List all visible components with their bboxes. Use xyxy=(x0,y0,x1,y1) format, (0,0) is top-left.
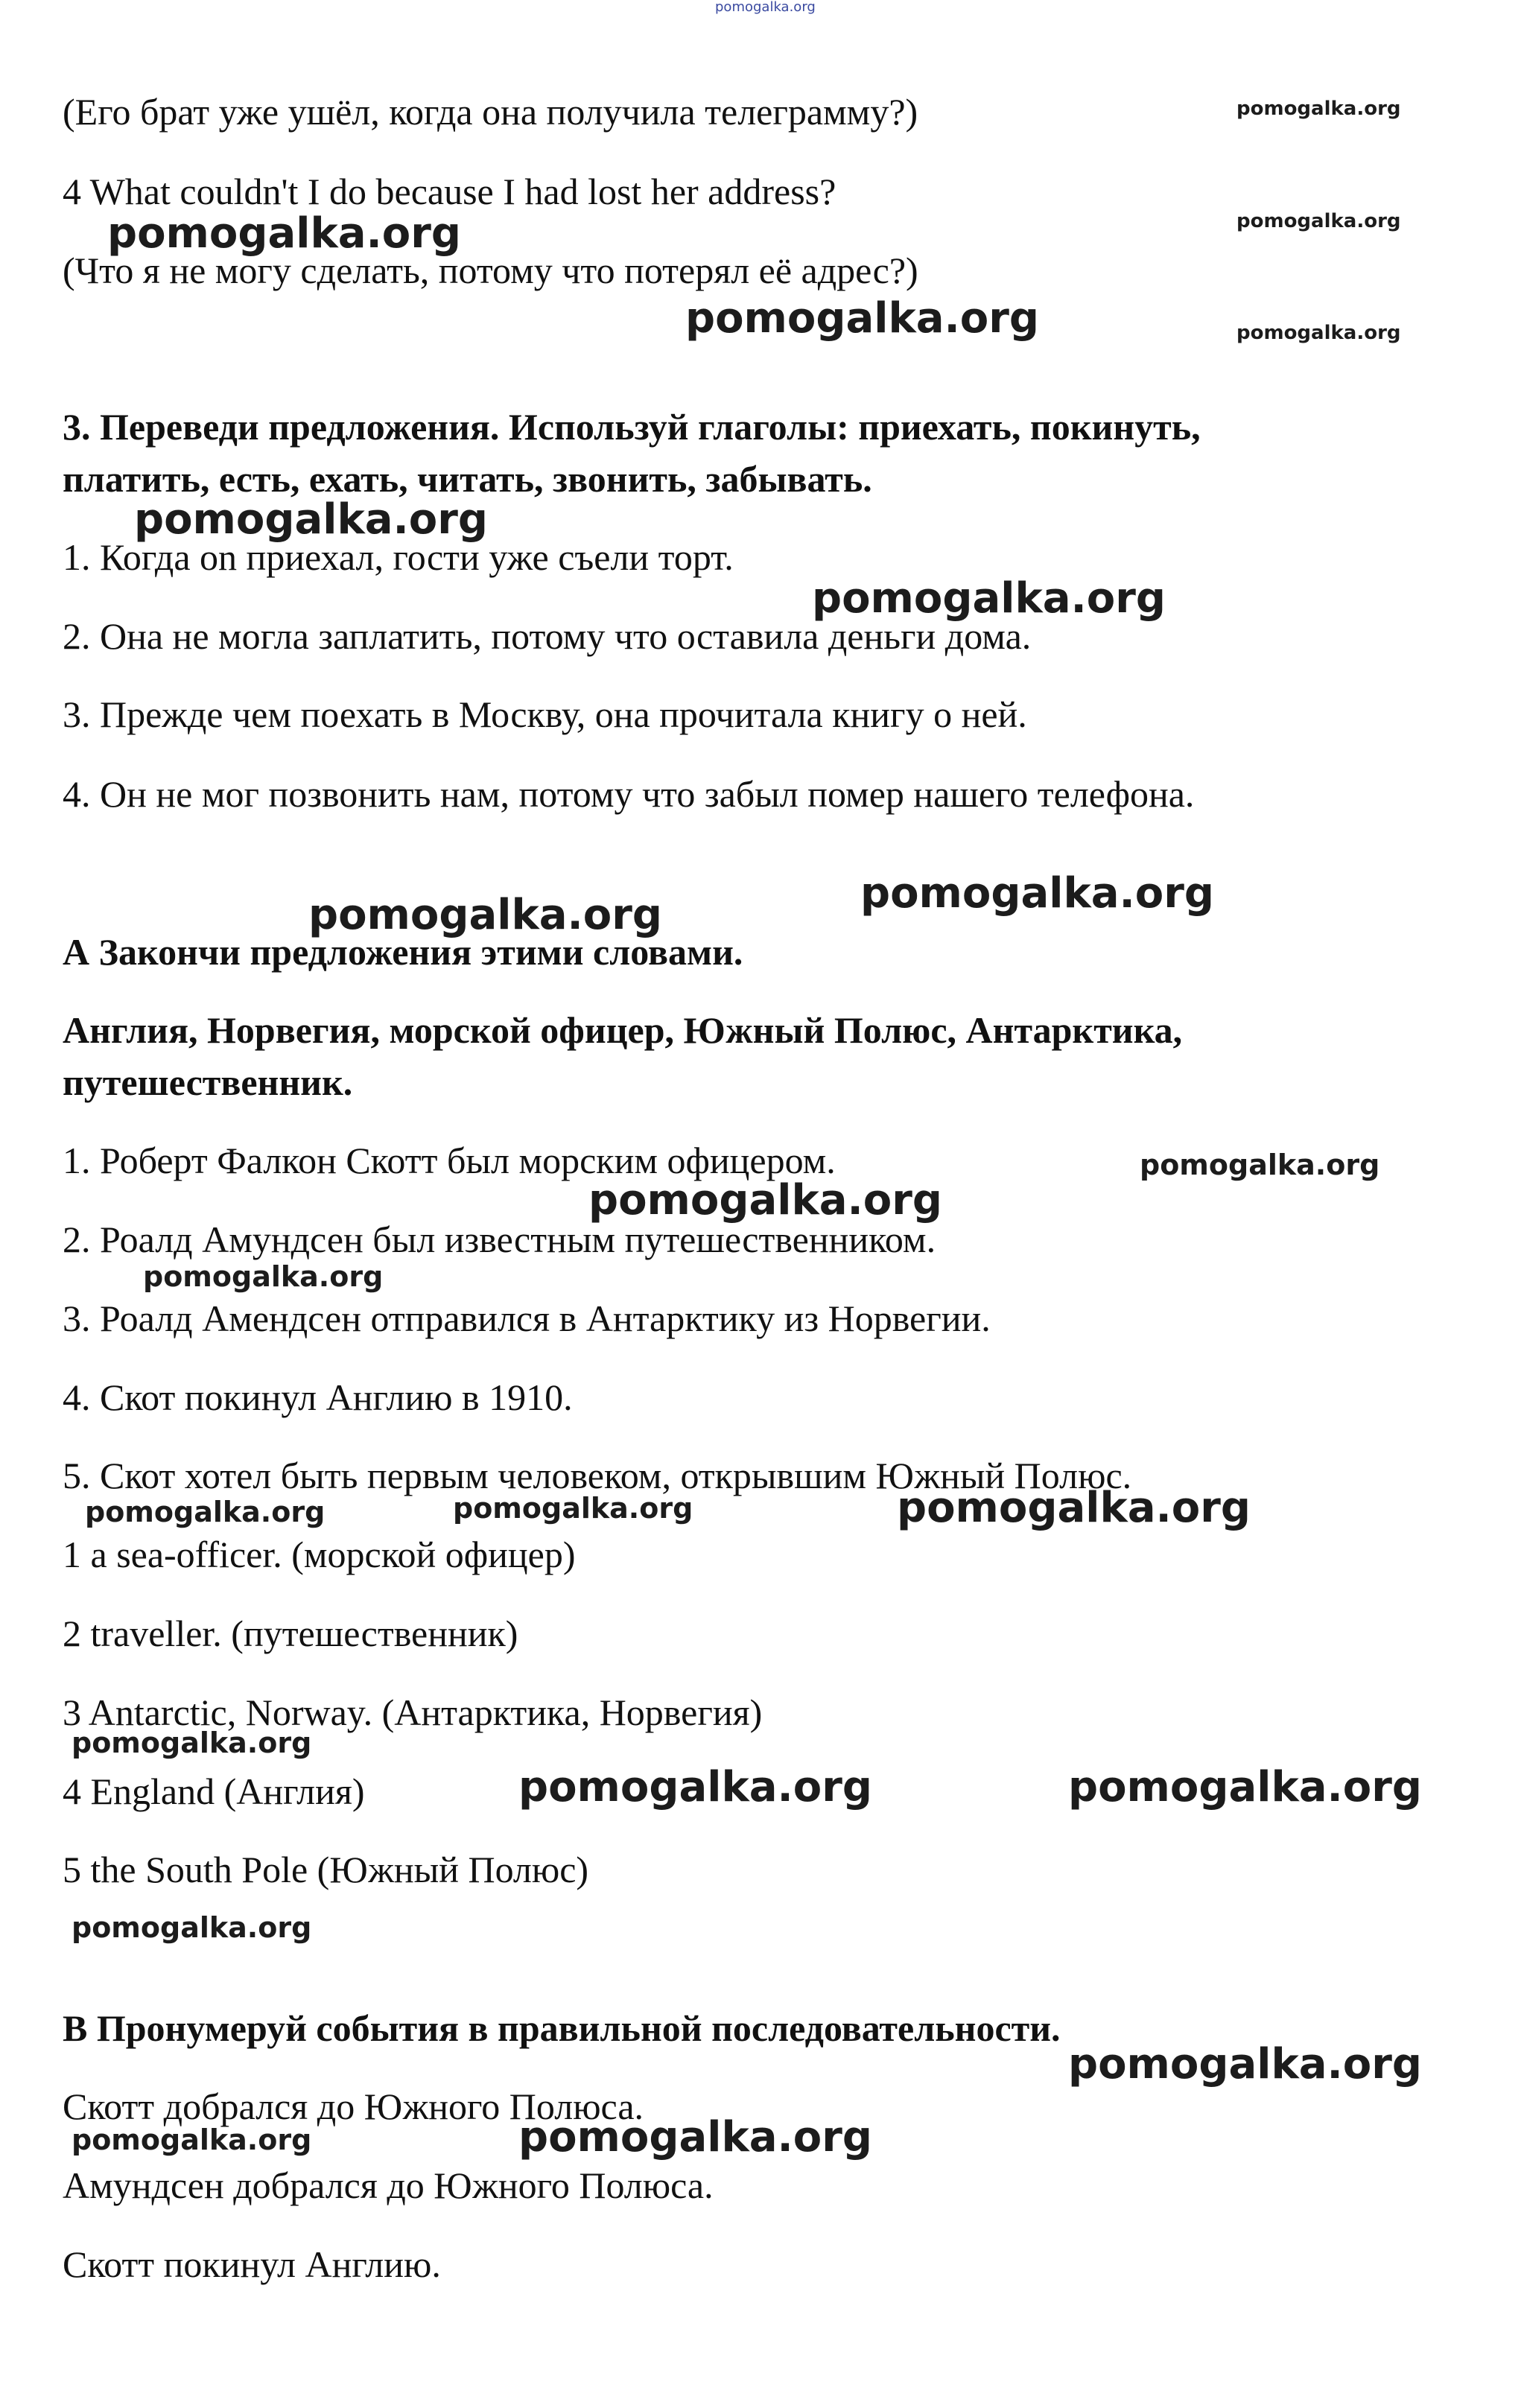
task3-item: 2. Она не могла заплатить, потому что оставила деньги дома. xyxy=(63,615,1032,657)
taskA-answer: 4 England (Англия) xyxy=(63,1770,365,1812)
watermark: pomogalka.org xyxy=(1140,1149,1380,1181)
watermark: pomogalka.org xyxy=(812,574,1166,623)
watermark: pomogalka.org xyxy=(1068,1763,1422,1811)
taskA-answer: 2 traveller. (путешественник) xyxy=(63,1613,518,1654)
text-line: 4 What couldn't I do because I had lost her address? xyxy=(63,171,836,212)
watermark: pomogalka.org xyxy=(518,1763,872,1811)
taskA-words-cont: путешественник. xyxy=(63,1061,353,1103)
taskB-event: Амундсен добрался до Южного Полюса. xyxy=(63,2164,714,2206)
text-line: (Что я не могу сделать, потому что потерял её адрес?) xyxy=(63,250,918,291)
watermark: pomogalka.org xyxy=(1068,2040,1422,2088)
taskB-heading: В Пронумеруй события в правильной последовательности. xyxy=(63,2007,1061,2049)
watermark: pomogalka.org xyxy=(518,2113,872,2161)
taskA-item: 5. Скот хотел быть первым человеком, открывшим Южный Полюс. xyxy=(63,1455,1132,1496)
taskA-item: 4. Скот покинул Англию в 1910. xyxy=(63,1376,573,1418)
task3-item: 3. Прежде чем поехать в Москву, она прочитала книгу о ней. xyxy=(63,693,1027,735)
watermark: pomogalka.org xyxy=(860,869,1214,918)
watermark: pomogalka.org xyxy=(1236,322,1401,344)
watermark: pomogalka.org xyxy=(1236,210,1401,232)
taskA-heading: А Закончи предложения этими словами. xyxy=(63,931,743,973)
text-line: (Его брат уже ушёл, когда она получила телеграмму?) xyxy=(63,91,918,133)
taskA-item: 2. Роалд Амундсен был известным путешественником. xyxy=(63,1219,936,1260)
taskA-words: Англия, Норвегия, морской офицер, Южный Полюс, Антарктика, xyxy=(63,1009,1183,1051)
taskB-event: Скотт покинул Англию. xyxy=(63,2243,441,2285)
task3-item: 4. Он не мог позвонить нам, потому что забыл помер нашего телефона. xyxy=(63,773,1195,815)
taskA-answer: 5 the South Pole (Южный Полюс) xyxy=(63,1849,589,1890)
watermark: pomogalka.org xyxy=(588,1176,942,1224)
watermark: pomogalka.org xyxy=(107,209,461,258)
task3-item: 1. Когда on приехал, гости уже съели торт. xyxy=(63,536,734,578)
task3-heading: 3. Переведи предложения. Используй глаголы: приехать, покинуть, xyxy=(63,406,1201,448)
watermark: pomogalka.org xyxy=(72,2123,312,2156)
watermark: pomogalka.org xyxy=(143,1260,384,1293)
taskA-item: 1. Роберт Фалкон Скотт был морским офицером. xyxy=(63,1140,836,1181)
taskA-item: 3. Роалд Амендсен отправился в Антарктику из Норвегии. xyxy=(63,1297,991,1339)
watermark: pomogalka.org xyxy=(897,1484,1251,1532)
taskB-event: Скотт добрался до Южного Полюса. xyxy=(63,2085,644,2127)
watermark: pomogalka.org xyxy=(85,1496,326,1528)
watermark: pomogalka.org xyxy=(453,1492,693,1525)
watermark: pomogalka.org xyxy=(685,294,1039,343)
watermark: pomogalka.org xyxy=(308,891,662,939)
watermark: pomogalka.org xyxy=(72,1911,312,1944)
watermark: pomogalka.org xyxy=(72,1726,312,1759)
taskA-answer: 3 Antarctic, Norway. (Антарктика, Норвегия) xyxy=(63,1691,763,1733)
watermark: pomogalka.org xyxy=(1236,98,1401,120)
taskA-answer: 1 a sea-officer. (морской офицер) xyxy=(63,1534,576,1575)
watermark: pomogalka.org xyxy=(134,495,488,544)
header-watermark: pomogalka.org xyxy=(715,0,816,15)
task3-heading-cont: платить, есть, ехать, читать, звонить, забывать. xyxy=(63,458,872,500)
